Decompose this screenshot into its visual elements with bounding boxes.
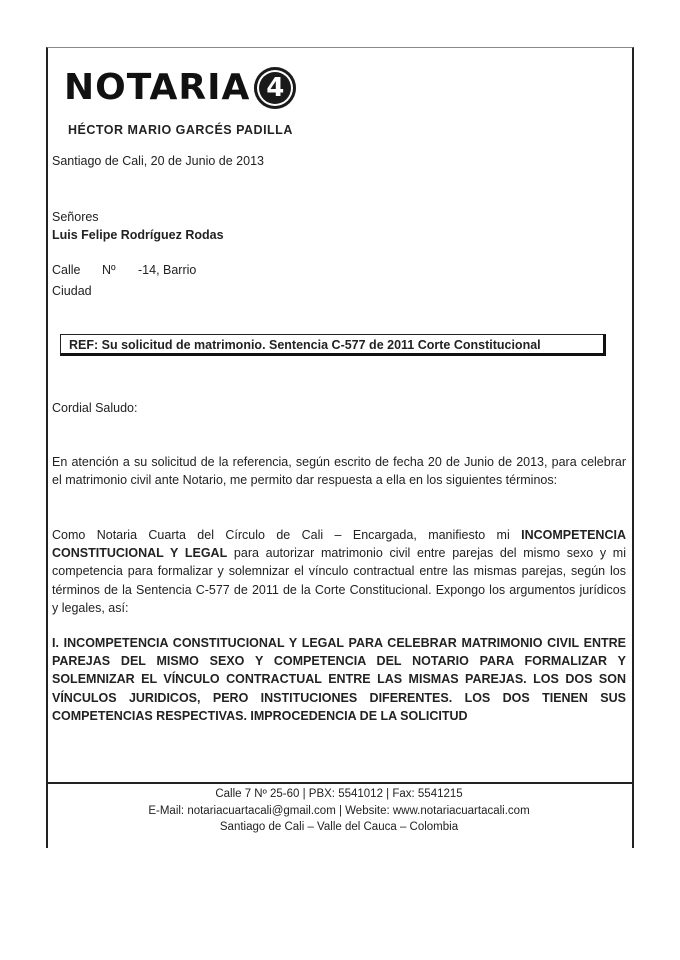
- greeting: Cordial Saludo:: [52, 401, 138, 415]
- footer-contact: Calle 7 Nº 25-60 | PBX: 5541012 | Fax: 5541215: [215, 788, 463, 800]
- footer-web: E-Mail: notariacuartacali@gmail.com | Website: www.notariacuartacali.com: [148, 804, 530, 817]
- paragraph-2-start: Como Notaria Cuarta del Círculo de Cali – Encargada, manifiesto mi: [52, 528, 522, 542]
- paragraph-1: En atención a su solicitud de la referencia, según escrito de fecha 20 de Junio de 2013, para celebrar el matrimonio civil ante Notario, me permito dar respuesta a ella en los siguientes términos:: [52, 455, 626, 488]
- paragraph-2: [52, 526, 626, 617]
- address-rest: -14, Barrio: [138, 263, 197, 277]
- footer-location: Santiago de Cali – Valle del Cauca – Colombia: [219, 821, 459, 833]
- letterhead-footer: [46, 786, 632, 836]
- address-line: [52, 263, 196, 277]
- address-number-sign: Nº: [102, 263, 116, 277]
- paragraph-2-bold: INCOMPETENCIA CONSTITUCIONAL Y LEGAL: [52, 528, 626, 561]
- recipient-name: Luis Felipe Rodríguez Rodas: [52, 228, 224, 242]
- paragraph-2-end: para autorizar matrimonio civil entre parejas del mismo sexo y mi competencia para formalizar y solemnizar el vínculo contractual entre las mismas parejas, según los términos de la Sentencia C-577 de 2011 de la Corte Constitucional. Expongo los argumentos jurídicos y legales, así:: [52, 546, 627, 615]
- footer-divider: [46, 782, 632, 784]
- reference-box: REF: Su solicitud de matrimonio. Sentencia C-577 de 2011 Corte Constitucional: [60, 334, 606, 356]
- salutation-title: Señores: [52, 210, 99, 224]
- letter-date: Santiago de Cali, 20 de Junio de 2013: [52, 154, 264, 168]
- logo-number-badge: 4: [254, 67, 296, 109]
- notary-name: HÉCTOR MARIO GARCÉS PADILLA: [68, 123, 293, 137]
- address-city: Ciudad: [52, 284, 92, 298]
- section-1-heading: I. INCOMPETENCIA CONSTITUCIONAL Y LEGAL PARA CELEBRAR MATRIMONIO CIVIL ENTRE PAREJAS DEL MISMO SEXO Y COMPETENCIA DEL NOTARIO PARA FORMALIZAR Y SOLEMNIZAR EL VÍNCULO CONTRACTUAL ENTRE LAS MISMAS PAREJAS. LOS DOS SON VÍNCULOS JURIDICOS, PERO INSTITUCIONES DIFERENTES. LOS DOS TIENEN SUS COMPETENCIAS RESPECTIVAS. IMPROCEDENCIA DE LA SOLICITUD: [52, 636, 626, 723]
- notaria-logo: [64, 66, 296, 110]
- address-street: Calle: [52, 263, 81, 277]
- logo-word: NOTARIA: [64, 67, 251, 108]
